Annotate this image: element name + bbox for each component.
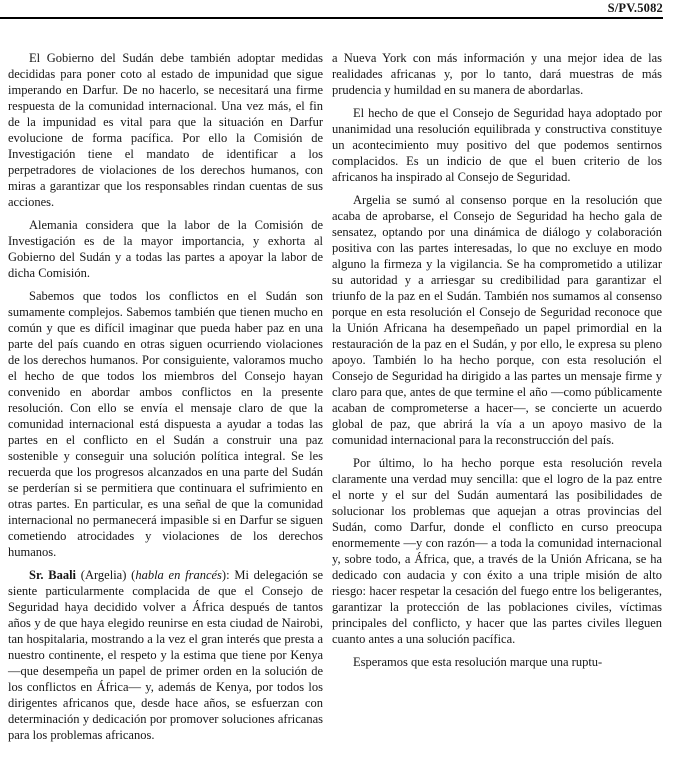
paragraph: El hecho de que el Consejo de Seguridad haya adoptado por unanimidad una resolución equilibrada y constructiva constituye un acontecimiento muy positivo del que podemos sentirnos complacidos. Es un indicio de que el buen criterio de los africanos ha inspirado al Consejo de Seguridad.: [332, 106, 662, 184]
paragraph-continuation: a Nueva York con más información y una mejor idea de las realidades africanas y, por lo tanto, dará muestras de más prudencia y humildad en su manera de abordarlas.: [332, 51, 662, 97]
speaker-country: (Argelia) (: [76, 568, 136, 582]
left-column: [8, 50, 323, 743]
paragraph: El Gobierno del Sudán debe también adoptar medidas decididas para poner coto al estado de impunidad que sigue imperando en Darfur. De no hacerlo, se necesitará una firme respuesta de la comunidad internacional. Una vez más, el fin de la impunidad es vital para que la situación en Darfur evolucione de forma pacífica. Por ello la Comisión de Investigación tiene el mandato de identificar a los perpetradores de violaciones de los derechos humanos, con miras a garantizar que los responsables rindan cuentas de sus acciones.: [8, 51, 323, 209]
header-rule: [0, 17, 663, 19]
speaker-name: Sr. Baali: [29, 568, 77, 582]
paragraph: Esperamos que esta resolución marque una ruptu-: [353, 655, 603, 669]
speaker-paragraph: [8, 567, 323, 743]
speaker-language-note: habla en francés: [135, 568, 222, 582]
document-symbol: S/PV.5082: [607, 1, 663, 15]
paragraph: Sabemos que todos los conflictos en el Sudán son sumamente complejos. Sabemos también que tienen mucho en común y que es difícil imaginar que pueda haber paz en una parte del país cuando en otras siguen ocurriendo violaciones de los derechos humanos. Por consiguiente, valoramos mucho el hecho de que todos los miembros del Consejo hayan convenido en abordar ambos conflictos en la presente resolución. Con ello se envía el mensaje claro de que la comunidad internacional está dispuesta a ayudar a todas las partes en el conflicto en el Sudán a construir una paz sostenible y conseguir una solución política integral. Se les recuerda que los progresos alcanzados en una parte del Sudán se perderían si se permitiera que continuara el sufrimiento en otras partes. En particular, es una señal de que la comunidad internacional no permanecerá impasible si en Darfur se siguen cometiendo atrocidades y violaciones de los derechos humanos.: [8, 289, 323, 559]
paragraph: Por último, lo ha hecho porque esta resolución revela claramente una verdad muy sencilla: que el logro de la paz entre el norte y el sur del Sudán aumentará las posibilidades de solucionar los problemas que aquejan a otras provincias del Sudán, como Darfur, donde el conflicto en curso preocupa enormemente —y con razón— a toda la comunidad internacional y, sobre todo, a África, que, a través de la Unión Africana, se ha dedicado con audacia y con éxito a una triple misión de alto riesgo: hacer respetar la cesación del fuego entre los beligerantes, garantizar la protección de las poblaciones civiles, víctimas principales del conflicto, y hacer que las partes civiles lleguen cuanto antes a una solución pacífica.: [332, 456, 662, 646]
right-column: [332, 50, 662, 743]
paragraph: Alemania considera que la labor de la Comisión de Investigación es de la mayor importancia, y exhorta al Gobierno del Sudán y a todas las partes a apoyar la labor de dicha Comisión.: [8, 218, 323, 280]
document-header: [0, 0, 699, 18]
paragraph: Argelia se sumó al consenso porque en la resolución que acaba de aprobarse, el Consejo de Seguridad ha hecho gala de sensatez, optando por una dinámica de diálogo y colaboración positiva con las partes interesadas, lo que no excluye en modo alguno la firmeza y la vigilancia. Se ha comprometido a utilizar su autoridad y a arriesgar su credibilidad para garantizar el triunfo de la paz en el Sudán. También nos sumamos al consenso porque en esta resolución el Consejo de Seguridad reconoce que la Unión Africana ha desempeñado un papel primordial en la restauración de la paz en el Sudán, y por ello, le expresa su pleno apoyo. También lo ha hecho porque, con esta resolución el Consejo de Seguridad ha dirigido a las partes un mensaje firme y claro para que, antes de que termine el año —como públicamente acaban de comprometerse a hacer—, se concierte un acuerdo global de paz, que abrirá la vía a un apoyo masivo de la comunidad internacional para la reconstrucción del país.: [332, 193, 662, 447]
document-body: [8, 50, 662, 743]
speaker-statement-text: ): Mi delegación se siente particularmente complacida de que el Consejo de Seguridad haya decidido volver a África después de tantos años y de que haya elegido reunirse en esta ciudad de Nairobi, tan hospitalaria, mostrando a la vez el gran interés que presta a nuestro continente, el respeto y la estima que tiene por Kenya —que desempeña un papel de primer orden en la solución de los conflictos en África— y, además de Kenya, por todos los dirigentes africanos que, desde hace años, se esfuerzan con determinación y dedicación por promover soluciones africanas para los problemas africanos.: [8, 568, 323, 742]
